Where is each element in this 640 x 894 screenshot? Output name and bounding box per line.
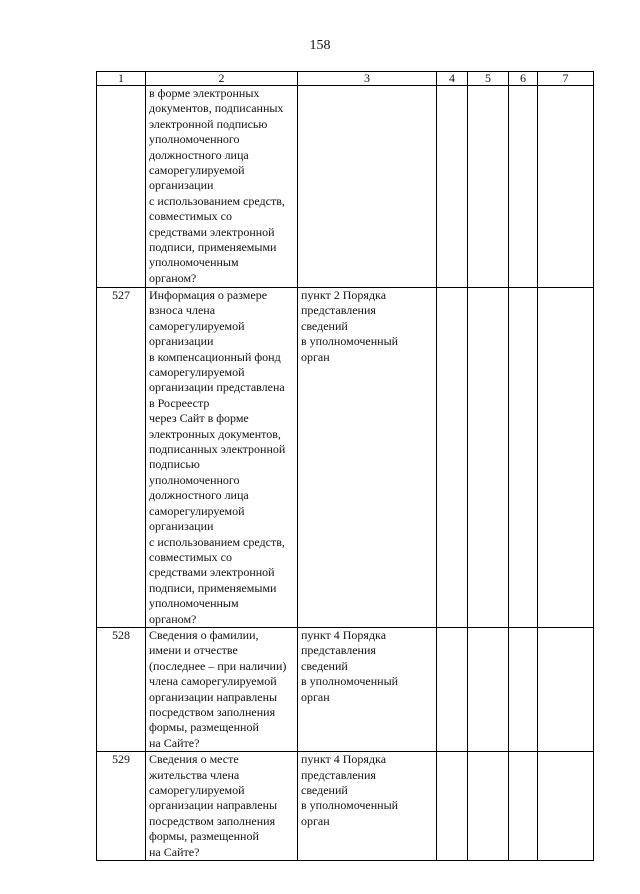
question-line: взноса члена (149, 303, 216, 318)
question-line: документов, подписанных (149, 101, 284, 116)
question-line: электронных документов, (149, 426, 281, 441)
table-row (97, 627, 594, 751)
answer-cell-c7 (538, 86, 594, 288)
question-line: уполномоченного (149, 472, 240, 487)
answer-cell-c6 (509, 288, 538, 628)
question-line: на Сайте? (149, 735, 200, 750)
question-line: с использованием средств, (149, 193, 285, 208)
row-number: 528 (97, 627, 146, 751)
header-col-7: 7 (538, 72, 594, 86)
reference-line: пункт 2 Порядка (301, 288, 387, 302)
question-line: на Сайте? (149, 844, 200, 859)
reference-line: орган (301, 813, 330, 828)
reference-line: в уполномоченный (301, 674, 399, 689)
question-line: формы, размещенной (149, 720, 259, 735)
question-line: подписью (149, 457, 200, 472)
reference-line: сведений (301, 318, 348, 333)
question-line: организации представлена (149, 380, 285, 395)
answer-cell-c6 (509, 86, 538, 288)
table-row (97, 86, 594, 288)
question-line: члена саморегулируемой (149, 674, 277, 689)
question-line: формы, размещенной (149, 829, 259, 844)
question-line: в форме электронных (149, 86, 260, 100)
question-line: жительства члена (149, 767, 240, 782)
question-line: саморегулируемой (149, 318, 245, 333)
reference-line: пункт 4 Порядка (301, 752, 387, 767)
header-col-4: 4 (437, 72, 468, 86)
question-line: в компенсационный фонд (149, 349, 281, 364)
answer-cell-c4 (437, 627, 468, 751)
question-line: организации (149, 519, 214, 534)
question-line: саморегулируемой (149, 503, 245, 518)
question-line: через Сайт в форме (149, 411, 249, 426)
question-line: подписи, применяемыми (149, 580, 277, 595)
question-line: организации (149, 178, 214, 193)
question-cell (146, 627, 298, 751)
header-col-1: 1 (97, 72, 146, 86)
question-line: Сведения о месте (149, 752, 239, 767)
question-line: подписи, применяемыми (149, 240, 277, 255)
answer-cell-c6 (509, 752, 538, 861)
answer-cell-c6 (509, 627, 538, 751)
question-line: средствами электронной (149, 224, 275, 239)
question-line: (последнее – при наличии) (149, 658, 287, 673)
question-line: имени и отчестве (149, 643, 238, 658)
answer-cell-c5 (468, 86, 509, 288)
row-number: 527 (97, 288, 146, 628)
question-line: Информация о размере (149, 288, 268, 302)
question-line: органом? (149, 611, 197, 626)
answer-cell-c4 (437, 752, 468, 861)
question-line: организации (149, 334, 214, 349)
reference-line: пункт 4 Порядка (301, 627, 387, 642)
header-col-2: 2 (146, 72, 298, 86)
reference-line: в уполномоченный (301, 334, 399, 349)
question-cell (146, 86, 298, 288)
question-line: саморегулируемой (149, 163, 245, 178)
reference-line: в уполномоченный (301, 798, 399, 813)
reference-line: представления (301, 303, 376, 318)
question-line: органом? (149, 270, 197, 285)
question-line: организации направлены (149, 798, 278, 813)
question-line: организации направлены (149, 689, 278, 704)
question-line: саморегулируемой (149, 783, 245, 797)
reference-line: орган (301, 689, 330, 704)
header-col-3: 3 (298, 72, 437, 86)
header-col-6: 6 (509, 72, 538, 86)
reference-cell (298, 627, 437, 751)
answer-cell-c5 (468, 627, 509, 751)
question-line: электронной подписью (149, 116, 268, 131)
reference-cell (298, 288, 437, 628)
question-line: уполномоченным (149, 596, 239, 611)
table-row (97, 752, 594, 861)
reference-line: представления (301, 643, 376, 658)
question-line: уполномоченного (149, 132, 240, 147)
question-line: Сведения о фамилии, (149, 627, 259, 642)
row-number (97, 86, 146, 288)
question-line: должностного лица (149, 488, 249, 503)
question-cell (146, 288, 298, 628)
question-line: посредством заполнения (149, 813, 276, 828)
reference-cell (298, 752, 437, 861)
answer-cell-c7 (538, 288, 594, 628)
question-cell (146, 752, 298, 861)
question-line: должностного лица (149, 147, 249, 162)
question-line: уполномоченным (149, 255, 239, 270)
page-number: 158 (309, 38, 331, 53)
reference-line: представления (301, 767, 376, 782)
answer-cell-c5 (468, 288, 509, 628)
question-line: средствами электронной (149, 565, 275, 580)
answer-cell-c7 (538, 627, 594, 751)
reference-line: сведений (301, 658, 348, 673)
question-line: совместимых со (149, 549, 232, 564)
question-line: совместимых со (149, 209, 232, 224)
question-line: подписанных электронной (149, 442, 286, 457)
question-line: в Росреестр (149, 395, 210, 410)
row-number: 529 (97, 752, 146, 861)
answer-cell-c4 (437, 86, 468, 288)
question-line: с использованием средств, (149, 534, 285, 549)
answer-cell-c7 (538, 752, 594, 861)
answer-cell-c4 (437, 288, 468, 628)
answer-cell-c5 (468, 752, 509, 861)
reference-cell (298, 86, 437, 288)
checklist-table (96, 71, 594, 861)
question-line: саморегулируемой (149, 365, 245, 380)
header-col-5: 5 (468, 72, 509, 86)
question-line: посредством заполнения (149, 704, 276, 719)
table-row (97, 288, 594, 628)
reference-line: орган (301, 349, 330, 364)
reference-line: сведений (301, 783, 348, 797)
header-row (97, 72, 594, 86)
